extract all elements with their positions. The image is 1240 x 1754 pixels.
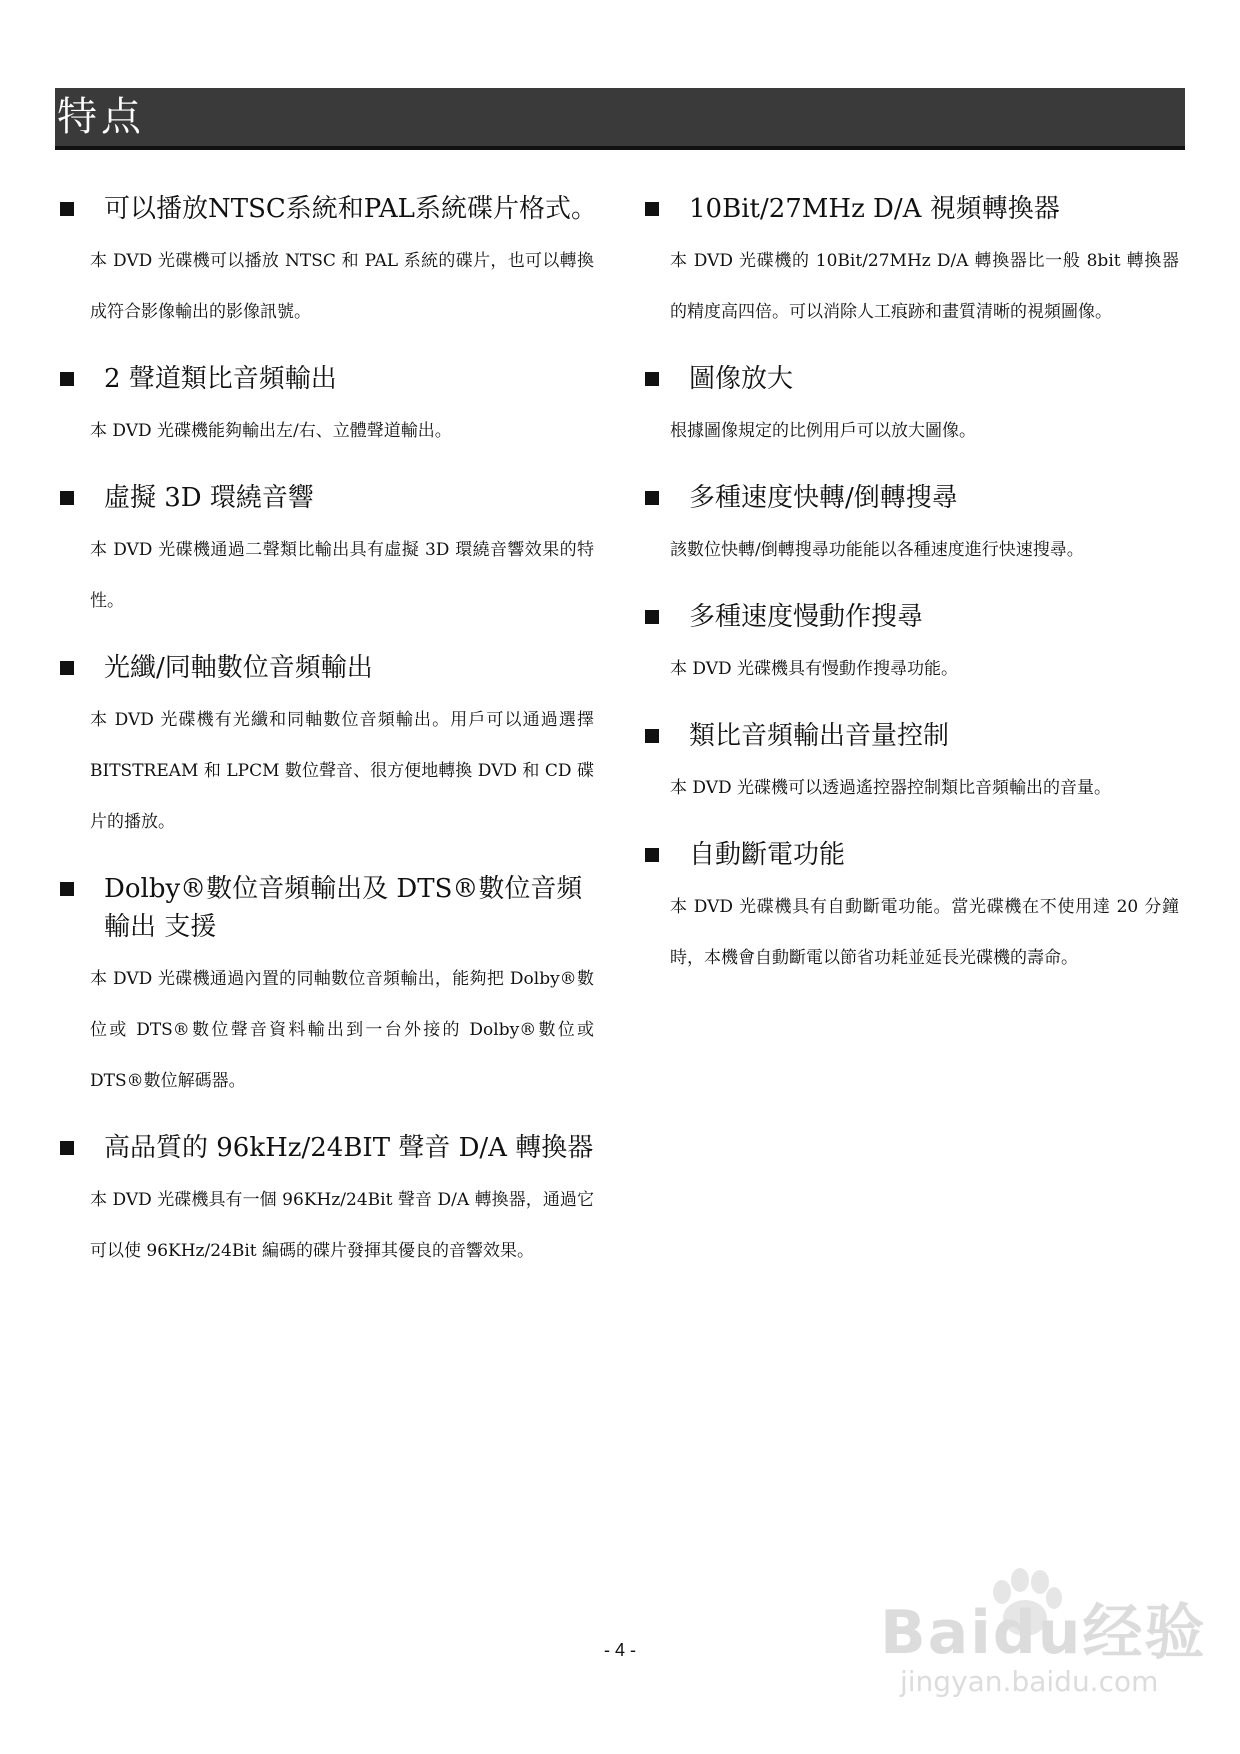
feature-description: 本 DVD 光碟機能夠輸出左/右、立體聲道輸出。 bbox=[90, 421, 452, 441]
square-bullet-icon bbox=[645, 848, 659, 862]
feature-heading: 10Bit/27MHz D/A 視頻轉換器 bbox=[689, 194, 1060, 224]
feature-section bbox=[60, 1129, 600, 1277]
feature-heading: 圖像放大 bbox=[689, 364, 794, 394]
square-bullet-icon bbox=[60, 491, 74, 505]
left-column bbox=[60, 190, 600, 1299]
feature-section bbox=[645, 717, 1185, 814]
header-bar bbox=[55, 88, 1185, 150]
feature-description: 本 DVD 光碟機具有慢動作搜尋功能。 bbox=[670, 659, 959, 679]
feature-heading: 多種速度快轉/倒轉搜尋 bbox=[689, 483, 958, 513]
square-bullet-icon bbox=[60, 202, 74, 216]
feature-heading: 虛擬 3D 環繞音響 bbox=[104, 483, 314, 513]
feature-heading: 類比音頻輸出音量控制 bbox=[689, 721, 950, 751]
feature-description: 該數位快轉/倒轉搜尋功能能以各種速度進行快速搜尋。 bbox=[670, 540, 1084, 560]
feature-section bbox=[60, 479, 600, 627]
feature-description: 本 DVD 光碟機有光纖和同軸數位音頻輸出。用戶可以通過選擇 BITSTREAM 和 LPCM 數位聲音、很方便地轉換 DVD 和 CD 碟片的播放。 bbox=[90, 710, 594, 832]
square-bullet-icon bbox=[60, 661, 74, 675]
feature-section bbox=[60, 190, 600, 338]
page-title: 特点 bbox=[57, 94, 145, 140]
feature-section bbox=[645, 598, 1185, 695]
baidu-watermark bbox=[880, 1585, 1207, 1705]
page-number: - 4 - bbox=[603, 1640, 636, 1660]
square-bullet-icon bbox=[60, 882, 74, 896]
feature-heading: 自動斷電功能 bbox=[689, 840, 846, 870]
square-bullet-icon bbox=[60, 372, 74, 386]
square-bullet-icon bbox=[645, 610, 659, 624]
feature-section bbox=[645, 836, 1185, 984]
feature-section bbox=[60, 649, 600, 848]
square-bullet-icon bbox=[645, 491, 659, 505]
right-column bbox=[645, 190, 1185, 1006]
feature-heading: 高品質的 96kHz/24BIT 聲音 D/A 轉換器 bbox=[104, 1133, 594, 1163]
square-bullet-icon bbox=[645, 202, 659, 216]
feature-description: 本 DVD 光碟機可以播放 NTSC 和 PAL 系統的碟片，也可以轉換成符合影像輸出的影像訊號。 bbox=[90, 251, 594, 322]
square-bullet-icon bbox=[60, 1141, 74, 1155]
feature-heading: 可以播放NTSC系統和PAL系統碟片格式。 bbox=[104, 194, 597, 224]
feature-heading: 光纖/同軸數位音頻輸出 bbox=[104, 653, 373, 683]
feature-description: 本 DVD 光碟機可以透過遙控器控制類比音頻輸出的音量。 bbox=[670, 778, 1112, 798]
feature-section bbox=[645, 360, 1185, 457]
feature-section bbox=[645, 190, 1185, 338]
feature-description: 本 DVD 光碟機通過內置的同軸數位音頻輸出，能夠把 Dolby®數位或 DTS®數位聲音資料輸出到一台外接的 Dolby®數位或 DTS®數位解碼器。 bbox=[90, 969, 594, 1091]
feature-description: 本 DVD 光碟機的 10Bit/27MHz D/A 轉換器比一般 8bit 轉換器的精度高四倍。可以消除人工痕跡和畫質清晰的視頻圖像。 bbox=[670, 251, 1179, 322]
feature-heading: 2 聲道類比音頻輸出 bbox=[104, 364, 337, 394]
square-bullet-icon bbox=[645, 729, 659, 743]
feature-description: 本 DVD 光碟機通過二聲類比輸出具有虛擬 3D 環繞音響效果的特性。 bbox=[90, 540, 594, 611]
feature-section bbox=[60, 870, 600, 1107]
feature-heading: 多種速度慢動作搜尋 bbox=[689, 602, 924, 632]
feature-section bbox=[60, 360, 600, 457]
watermark-url: jingyan.baidu.com bbox=[900, 1665, 1159, 1698]
feature-description: 本 DVD 光碟機具有自動斷電功能。當光碟機在不使用達 20 分鐘時，本機會自動斷電以節省功耗並延長光碟機的壽命。 bbox=[670, 897, 1179, 968]
feature-heading: Dolby®數位音頻輸出及 DTS®數位音頻輸出 支援 bbox=[104, 874, 583, 942]
feature-description: 根據圖像規定的比例用戶可以放大圖像。 bbox=[670, 421, 976, 441]
watermark-logo: Baidu经验 bbox=[880, 1598, 1207, 1668]
square-bullet-icon bbox=[645, 372, 659, 386]
feature-description: 本 DVD 光碟機具有一個 96KHz/24Bit 聲音 D/A 轉換器，通過它可以使 96KHz/24Bit 編碼的碟片發揮其優良的音響效果。 bbox=[90, 1190, 594, 1261]
feature-section bbox=[645, 479, 1185, 576]
